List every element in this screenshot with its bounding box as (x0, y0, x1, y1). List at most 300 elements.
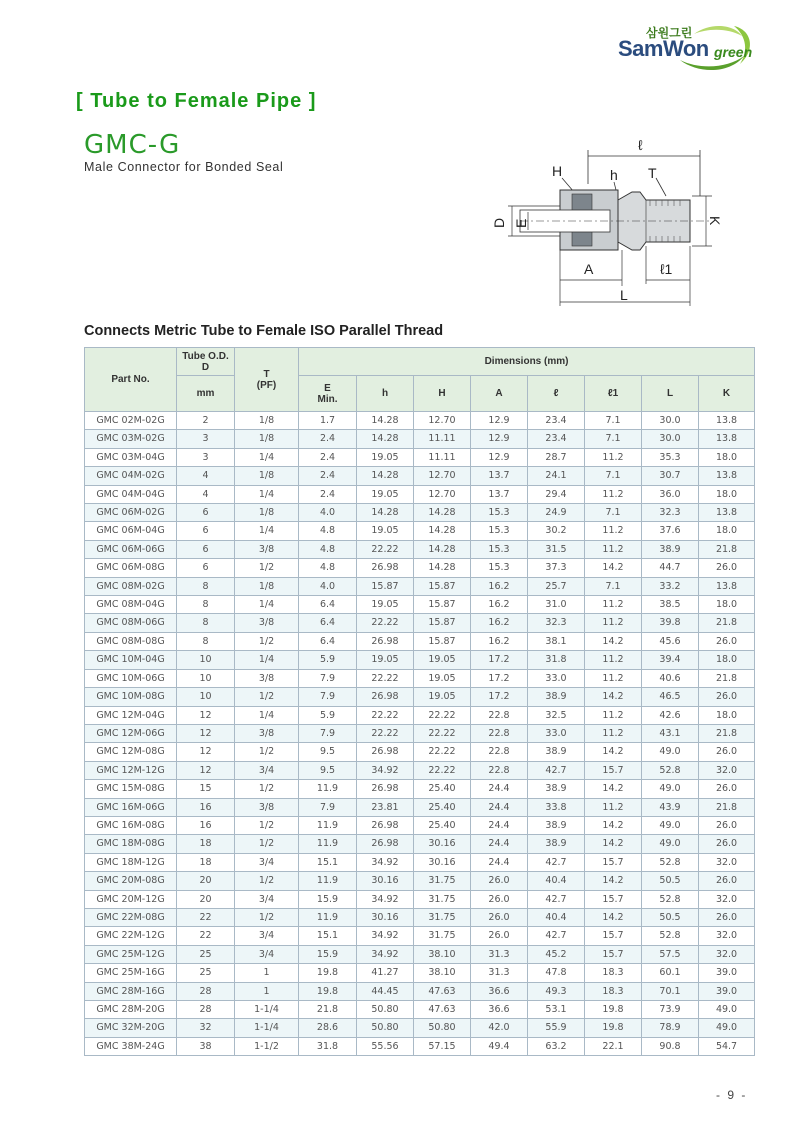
part-number-cell: GMC 12M-04G (85, 706, 177, 724)
header-l1: ℓ1 (585, 376, 642, 412)
table-cell: 1 (235, 982, 299, 1000)
table-cell: 18 (177, 853, 235, 871)
table-cell: 11.2 (585, 724, 642, 742)
table-cell: 16.2 (471, 596, 528, 614)
table-cell: 4.0 (299, 577, 357, 595)
table-cell: 22.22 (357, 669, 414, 687)
table-row (85, 872, 755, 890)
logo-korean-text: 삼원그린 (646, 26, 693, 40)
table-row (85, 798, 755, 816)
table-cell: 6 (177, 540, 235, 558)
table-cell: 38.9 (528, 688, 585, 706)
table-cell: 1/8 (235, 430, 299, 448)
table-cell: 42.0 (471, 1019, 528, 1037)
table-cell: 19.05 (357, 485, 414, 503)
table-cell: 33.2 (642, 577, 699, 595)
table-cell: 49.0 (642, 743, 699, 761)
table-cell: 49.3 (528, 982, 585, 1000)
table-cell: 1/2 (235, 872, 299, 890)
header-mm: mm (177, 376, 235, 412)
table-cell: 32.5 (528, 706, 585, 724)
part-number-cell: GMC 06M-08G (85, 559, 177, 577)
table-cell: 1-1/4 (235, 1019, 299, 1037)
table-cell: 2.4 (299, 430, 357, 448)
table-cell: 15.3 (471, 522, 528, 540)
table-cell: 38.9 (528, 743, 585, 761)
table-cell: 13.8 (699, 504, 755, 522)
table-cell: 11.2 (585, 448, 642, 466)
table-cell: 12.70 (414, 485, 471, 503)
diagram-label-L: L (620, 287, 628, 303)
table-cell: 13.8 (699, 430, 755, 448)
table-cell: 11.2 (585, 651, 642, 669)
table-cell: 41.27 (357, 964, 414, 982)
table-cell: 15.7 (585, 853, 642, 871)
table-cell: 24.4 (471, 853, 528, 871)
table-cell: 90.8 (642, 1037, 699, 1055)
table-row (85, 688, 755, 706)
table-cell: 39.8 (642, 614, 699, 632)
table-cell: 19.05 (414, 669, 471, 687)
table-cell: 32.0 (699, 890, 755, 908)
table-row (85, 504, 755, 522)
table-cell: 1.7 (299, 412, 357, 430)
table-row (85, 890, 755, 908)
table-cell: 24.9 (528, 504, 585, 522)
table-cell: 1 (235, 964, 299, 982)
table-cell: 36.0 (642, 485, 699, 503)
table-cell: 30.16 (414, 853, 471, 871)
table-cell: 20 (177, 872, 235, 890)
table-cell: 22.22 (414, 743, 471, 761)
table-cell: 32.0 (699, 945, 755, 963)
table-cell: 3 (177, 430, 235, 448)
table-cell: 25 (177, 964, 235, 982)
table-cell: 18.0 (699, 485, 755, 503)
table-cell: 28.6 (299, 1019, 357, 1037)
part-number-cell: GMC 04M-04G (85, 485, 177, 503)
table-row (85, 835, 755, 853)
table-cell: 22.8 (471, 761, 528, 779)
table-cell: 3/8 (235, 540, 299, 558)
table-cell: 32.3 (528, 614, 585, 632)
table-cell: 26.0 (699, 872, 755, 890)
header-tube-od-d: D (201, 361, 210, 373)
table-cell: 50.80 (357, 1001, 414, 1019)
table-cell: 21.8 (699, 614, 755, 632)
diagram-label-l1: ℓ1 (660, 261, 673, 277)
part-number-cell: GMC 04M-02G (85, 467, 177, 485)
table-cell: 15.3 (471, 559, 528, 577)
table-cell: 19.05 (414, 688, 471, 706)
table-cell: 38.9 (528, 780, 585, 798)
table-cell: 15.3 (471, 540, 528, 558)
table-row (85, 964, 755, 982)
part-number-cell: GMC 25M-16G (85, 964, 177, 982)
table-cell: 16.2 (471, 632, 528, 650)
table-cell: 31.8 (528, 651, 585, 669)
table-cell: 2.4 (299, 448, 357, 466)
part-number-cell: GMC 22M-08G (85, 908, 177, 926)
table-cell: 45.2 (528, 945, 585, 963)
table-cell: 9.5 (299, 761, 357, 779)
table-cell: 1/2 (235, 835, 299, 853)
table-cell: 24.4 (471, 780, 528, 798)
table-cell: 26.0 (699, 559, 755, 577)
table-cell: 11.2 (585, 706, 642, 724)
table-row (85, 448, 755, 466)
logo-tag-text: green (714, 44, 753, 60)
table-cell: 25.7 (528, 577, 585, 595)
table-cell: 1/2 (235, 816, 299, 834)
table-cell: 20 (177, 890, 235, 908)
table-cell: 25.40 (414, 780, 471, 798)
table-cell: 14.2 (585, 872, 642, 890)
table-row (85, 706, 755, 724)
table-body (85, 412, 755, 1056)
table-row (85, 412, 755, 430)
table-cell: 1/8 (235, 577, 299, 595)
part-number-cell: GMC 02M-02G (85, 412, 177, 430)
table-cell: 26.98 (357, 559, 414, 577)
table-cell: 26.0 (471, 872, 528, 890)
table-cell: 47.63 (414, 1001, 471, 1019)
part-number-cell: GMC 18M-12G (85, 853, 177, 871)
table-cell: 7.1 (585, 504, 642, 522)
table-row (85, 669, 755, 687)
table-cell: 37.6 (642, 522, 699, 540)
diagram-label-h: h (610, 167, 618, 183)
table-cell: 11.2 (585, 596, 642, 614)
table-cell: 55.9 (528, 1019, 585, 1037)
table-cell: 23.81 (357, 798, 414, 816)
table-row (85, 651, 755, 669)
table-cell: 12.9 (471, 412, 528, 430)
table-cell: 54.7 (699, 1037, 755, 1055)
table-cell: 6.4 (299, 632, 357, 650)
table-cell: 19.8 (585, 1019, 642, 1037)
table-cell: 33.0 (528, 724, 585, 742)
table-cell: 11.2 (585, 522, 642, 540)
table-cell: 23.4 (528, 430, 585, 448)
table-cell: 39.4 (642, 651, 699, 669)
table-cell: 19.8 (299, 982, 357, 1000)
table-cell: 11.9 (299, 780, 357, 798)
table-cell: 13.7 (471, 485, 528, 503)
table-cell: 5.9 (299, 706, 357, 724)
table-cell: 22.1 (585, 1037, 642, 1055)
table-cell: 11.2 (585, 485, 642, 503)
table-cell: 4 (177, 485, 235, 503)
table-cell: 22.22 (357, 706, 414, 724)
table-cell: 15.7 (585, 927, 642, 945)
table-cell: 37.3 (528, 559, 585, 577)
table-cell: 34.92 (357, 761, 414, 779)
table-cell: 31.3 (471, 945, 528, 963)
table-cell: 11.11 (414, 430, 471, 448)
table-cell: 30.16 (357, 908, 414, 926)
table-cell: 9.5 (299, 743, 357, 761)
table-cell: 31.0 (528, 596, 585, 614)
model-subtitle: Male Connector for Bonded Seal (84, 160, 284, 174)
table-cell: 15.7 (585, 761, 642, 779)
part-number-cell: GMC 12M-06G (85, 724, 177, 742)
table-cell: 17.2 (471, 688, 528, 706)
table-cell: 14.28 (357, 467, 414, 485)
table-cell: 18.0 (699, 448, 755, 466)
header-e (299, 376, 357, 412)
table-cell: 32.0 (699, 761, 755, 779)
table-cell: 40.6 (642, 669, 699, 687)
table-cell: 18.0 (699, 651, 755, 669)
table-row (85, 559, 755, 577)
table-cell: 15.7 (585, 945, 642, 963)
table-cell: 42.7 (528, 761, 585, 779)
table-cell: 26.98 (357, 835, 414, 853)
table-cell: 38.9 (528, 816, 585, 834)
table-cell: 12 (177, 724, 235, 742)
table-cell: 32.0 (699, 853, 755, 871)
part-number-cell: GMC 06M-04G (85, 522, 177, 540)
dimensions-table (84, 347, 755, 1056)
table-cell: 7.1 (585, 412, 642, 430)
table-cell: 18.0 (699, 596, 755, 614)
table-cell: 49.0 (699, 1019, 755, 1037)
table-cell: 2.4 (299, 467, 357, 485)
table-cell: 1/4 (235, 596, 299, 614)
table-cell: 15.9 (299, 890, 357, 908)
table-cell: 38.9 (528, 835, 585, 853)
table-cell: 44.45 (357, 982, 414, 1000)
table-cell: 40.4 (528, 872, 585, 890)
table-cell: 31.75 (414, 908, 471, 926)
part-number-cell: GMC 10M-08G (85, 688, 177, 706)
table-cell: 30.0 (642, 430, 699, 448)
table-cell: 3/8 (235, 798, 299, 816)
table-cell: 3/8 (235, 614, 299, 632)
diagram-label-D: D (491, 217, 507, 228)
table-cell: 14.2 (585, 632, 642, 650)
table-cell: 52.8 (642, 853, 699, 871)
table-cell: 55.56 (357, 1037, 414, 1055)
table-row (85, 927, 755, 945)
table-cell: 12.9 (471, 430, 528, 448)
table-cell: 8 (177, 614, 235, 632)
table-cell: 4.8 (299, 540, 357, 558)
table-cell: 21.8 (699, 798, 755, 816)
table-row (85, 485, 755, 503)
table-row (85, 540, 755, 558)
table-cell: 26.0 (471, 927, 528, 945)
table-cell: 22.22 (414, 706, 471, 724)
header-tube-od-label: Tube O.D. (182, 350, 229, 362)
table-cell: 28.7 (528, 448, 585, 466)
table-cell: 1/4 (235, 706, 299, 724)
table-cell: 38.5 (642, 596, 699, 614)
header-tube-od (177, 348, 235, 376)
table-cell: 22.22 (357, 724, 414, 742)
table-cell: 34.92 (357, 890, 414, 908)
table-cell: 30.0 (642, 412, 699, 430)
part-number-cell: GMC 15M-08G (85, 780, 177, 798)
table-cell: 26.0 (699, 908, 755, 926)
table-cell: 26.0 (699, 743, 755, 761)
table-cell: 14.2 (585, 780, 642, 798)
table-cell: 22.22 (357, 540, 414, 558)
table-cell: 4.8 (299, 559, 357, 577)
table-cell: 1/8 (235, 412, 299, 430)
table-row (85, 1037, 755, 1055)
brand-logo (618, 20, 758, 76)
table-cell: 3/8 (235, 724, 299, 742)
table-cell: 14.28 (414, 540, 471, 558)
table-cell: 1/4 (235, 651, 299, 669)
table-cell: 3/4 (235, 945, 299, 963)
table-cell: 12 (177, 761, 235, 779)
table-cell: 26.98 (357, 688, 414, 706)
table-cell: 15.9 (299, 945, 357, 963)
table-cell: 12.70 (414, 467, 471, 485)
table-cell: 31.75 (414, 890, 471, 908)
table-cell: 12.9 (471, 448, 528, 466)
table-cell: 46.5 (642, 688, 699, 706)
table-cell: 11.9 (299, 816, 357, 834)
table-cell: 16.2 (471, 614, 528, 632)
table-cell: 1/4 (235, 448, 299, 466)
table-cell: 13.8 (699, 412, 755, 430)
table-cell: 19.8 (585, 1001, 642, 1019)
table-cell: 4.8 (299, 522, 357, 540)
table-cell: 4 (177, 467, 235, 485)
table-cell: 50.5 (642, 908, 699, 926)
table-cell: 26.98 (357, 743, 414, 761)
table-cell: 31.75 (414, 872, 471, 890)
table-cell: 24.1 (528, 467, 585, 485)
table-cell: 31.3 (471, 964, 528, 982)
table-cell: 7.1 (585, 577, 642, 595)
table-cell: 26.0 (471, 890, 528, 908)
table-row (85, 614, 755, 632)
table-cell: 42.7 (528, 890, 585, 908)
header-t (235, 348, 299, 412)
table-cell: 24.4 (471, 816, 528, 834)
table-cell: 36.6 (471, 1001, 528, 1019)
table-cell: 15.87 (414, 614, 471, 632)
table-cell: 19.05 (357, 596, 414, 614)
table-cell: 50.5 (642, 872, 699, 890)
table-cell: 3/4 (235, 927, 299, 945)
table-cell: 38.10 (414, 945, 471, 963)
table-cell: 44.7 (642, 559, 699, 577)
table-cell: 31.75 (414, 927, 471, 945)
part-number-cell: GMC 28M-20G (85, 1001, 177, 1019)
table-cell: 7.1 (585, 467, 642, 485)
diagram-label-H: H (552, 163, 563, 179)
table-cell: 31.5 (528, 540, 585, 558)
table-cell: 16.2 (471, 577, 528, 595)
table-cell: 1/2 (235, 743, 299, 761)
table-cell: 70.1 (642, 982, 699, 1000)
table-cell: 18.0 (699, 706, 755, 724)
table-cell: 19.8 (299, 964, 357, 982)
table-cell: 22.8 (471, 706, 528, 724)
diagram-label-E: E (513, 218, 529, 228)
table-cell: 1/8 (235, 504, 299, 522)
table-cell: 14.2 (585, 835, 642, 853)
table-cell: 7.9 (299, 688, 357, 706)
table-cell: 26.0 (699, 688, 755, 706)
table-cell: 18.0 (699, 522, 755, 540)
table-cell: 5.9 (299, 651, 357, 669)
table-cell: 15.7 (585, 890, 642, 908)
table-cell: 11.9 (299, 908, 357, 926)
table-cell: 14.2 (585, 743, 642, 761)
table-cell: 14.2 (585, 816, 642, 834)
part-number-cell: GMC 12M-12G (85, 761, 177, 779)
table-cell: 24.4 (471, 798, 528, 816)
header-t-pf: (PF) (256, 379, 277, 391)
table-cell: 30.16 (357, 872, 414, 890)
table-cell: 16 (177, 798, 235, 816)
table-cell: 14.28 (357, 504, 414, 522)
table-cell: 1/4 (235, 522, 299, 540)
table-cell: 7.9 (299, 798, 357, 816)
table-cell: 11.2 (585, 669, 642, 687)
part-number-cell: GMC 38M-24G (85, 1037, 177, 1055)
table-cell: 6.4 (299, 596, 357, 614)
table-cell: 73.9 (642, 1001, 699, 1019)
table-cell: 34.92 (357, 927, 414, 945)
table-cell: 14.28 (357, 412, 414, 430)
table-cell: 49.0 (642, 816, 699, 834)
table-row (85, 945, 755, 963)
table-cell: 1/4 (235, 485, 299, 503)
table-cell: 17.2 (471, 651, 528, 669)
part-number-cell: GMC 25M-12G (85, 945, 177, 963)
table-cell: 38.9 (642, 540, 699, 558)
table-cell: 34.92 (357, 853, 414, 871)
table-cell: 7.9 (299, 724, 357, 742)
header-L: L (642, 376, 699, 412)
table-row (85, 522, 755, 540)
table-cell: 33.0 (528, 669, 585, 687)
table-cell: 8 (177, 596, 235, 614)
page-number: - 9 - (716, 1088, 748, 1102)
diagram-label-A: A (584, 261, 594, 277)
table-cell: 26.0 (471, 908, 528, 926)
table-cell: 11.2 (585, 614, 642, 632)
table-cell: 6.4 (299, 614, 357, 632)
table-cell: 32 (177, 1019, 235, 1037)
part-number-cell: GMC 08M-08G (85, 632, 177, 650)
table-cell: 21.8 (699, 540, 755, 558)
table-cell: 25.40 (414, 798, 471, 816)
table-cell: 11.9 (299, 835, 357, 853)
table-cell: 3/4 (235, 890, 299, 908)
table-cell: 1/2 (235, 908, 299, 926)
table-cell: 31.8 (299, 1037, 357, 1055)
table-cell: 3 (177, 448, 235, 466)
table-cell: 43.1 (642, 724, 699, 742)
table-cell: 1/2 (235, 688, 299, 706)
table-cell: 26.0 (699, 816, 755, 834)
table-cell: 49.0 (642, 835, 699, 853)
table-cell: 28 (177, 1001, 235, 1019)
table-cell: 22.22 (414, 724, 471, 742)
table-row (85, 467, 755, 485)
part-number-cell: GMC 08M-06G (85, 614, 177, 632)
connector-diagram (480, 136, 723, 316)
